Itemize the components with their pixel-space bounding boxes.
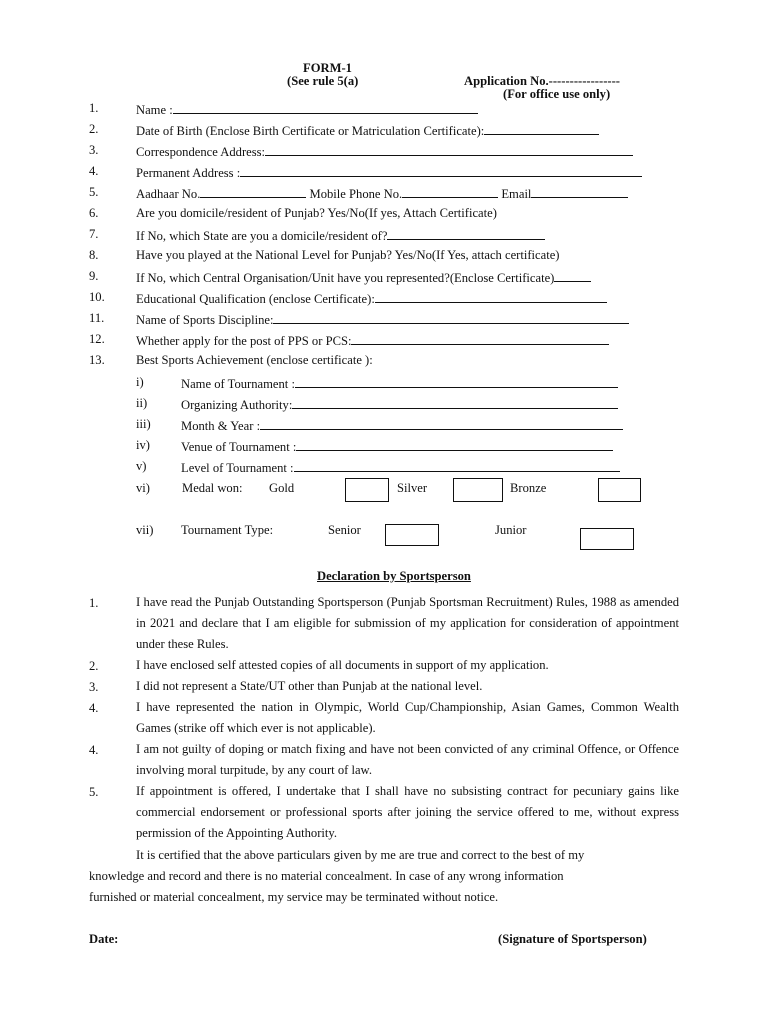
- declaration-item: I did not represent a State/UT other than Punjab at the national level.: [136, 679, 483, 693]
- sports-discipline-line[interactable]: [273, 312, 629, 324]
- central-org-line[interactable]: [554, 270, 591, 282]
- rule-reference: (See rule 5(a): [287, 74, 359, 88]
- declaration-item: I am not guilty of doping or match fixing and have not been convicted of any criminal Offence, or Offence involving moral turpitude, by any court of law.: [136, 742, 679, 777]
- sub-field-number: v): [136, 459, 147, 473]
- dob-input-line[interactable]: [484, 123, 599, 135]
- sub-field-number: vii): [136, 523, 154, 537]
- post-line[interactable]: [351, 333, 609, 345]
- certification-line-1: It is certified that the above particulars given by me are true and correct to the best of my: [136, 848, 585, 862]
- field-label: Name of Tournament :: [181, 377, 295, 391]
- certification-line-2: knowledge and record and there is no material concealment. In case of any wrong information: [89, 869, 564, 883]
- gold-checkbox[interactable]: [345, 478, 389, 502]
- medal-label: Medal won:: [182, 481, 243, 495]
- silver-checkbox[interactable]: [453, 478, 503, 502]
- level-line[interactable]: [294, 460, 620, 472]
- field-number: 4.: [89, 164, 99, 178]
- email-input-line[interactable]: [531, 186, 628, 198]
- form-title: FORM-1: [303, 61, 352, 75]
- aadhaar-input-line[interactable]: [200, 186, 306, 198]
- field-label: Organizing Authority:: [181, 398, 293, 412]
- medal-bronze-label: Bronze: [510, 481, 547, 495]
- declaration-number: 4.: [89, 743, 99, 757]
- name-input-line[interactable]: [173, 102, 478, 114]
- sub-field-organizing-authority: [181, 397, 618, 412]
- field-label: Correspondence Address:: [136, 145, 266, 159]
- month-year-line[interactable]: [260, 418, 623, 430]
- field-number: 11.: [89, 311, 105, 325]
- declaration-number: 5.: [89, 785, 99, 799]
- correspondence-address-line[interactable]: [265, 144, 633, 156]
- field-number: 6.: [89, 206, 99, 220]
- field-label: Date of Birth (Enclose Birth Certificate or Matriculation Certificate):: [136, 124, 485, 138]
- field-post: [136, 333, 609, 348]
- tournament-type-label: Tournament Type:: [181, 523, 274, 537]
- other-state-line[interactable]: [387, 228, 545, 240]
- sub-field-venue: [181, 439, 613, 454]
- venue-line[interactable]: [296, 439, 613, 451]
- sub-field-number: vi): [136, 481, 150, 495]
- field-best-achievement: Best Sports Achievement (enclose certificate ):: [136, 353, 373, 367]
- senior-label: Senior: [328, 523, 361, 537]
- organizing-authority-line[interactable]: [292, 397, 618, 409]
- declaration-item: If appointment is offered, I undertake that I shall have no subsisting contract for pecuniary gains like commercial endorsement or professional sports after joining the service offered to me, without express permission of the Appointing Authority.: [136, 784, 679, 840]
- permanent-address-line[interactable]: [240, 165, 642, 177]
- field-sports-discipline: [136, 312, 629, 327]
- field-label: Level of Tournament :: [181, 461, 294, 475]
- sub-field-number: iii): [136, 417, 151, 431]
- mobile-input-line[interactable]: [402, 186, 498, 198]
- medal-gold-label: Gold: [269, 481, 295, 495]
- education-line[interactable]: [375, 291, 607, 303]
- field-contact: [136, 186, 628, 201]
- field-number: 2.: [89, 122, 99, 136]
- field-number: 8.: [89, 248, 99, 262]
- application-number: Application No.-----------------: [464, 74, 620, 88]
- mobile-label: Mobile Phone No.: [309, 187, 403, 201]
- sub-field-number: i): [136, 375, 144, 389]
- office-use-note: (For office use only): [503, 87, 611, 101]
- field-education: [136, 291, 607, 306]
- bronze-checkbox[interactable]: [598, 478, 641, 502]
- field-label: Educational Qualification (enclose Certificate):: [136, 292, 375, 306]
- field-number: 10.: [89, 290, 105, 304]
- field-label: Name of Sports Discipline:: [136, 313, 274, 327]
- signature-label: (Signature of Sportsperson): [498, 932, 647, 946]
- field-number: 1.: [89, 101, 99, 115]
- field-other-state: [136, 228, 545, 243]
- declaration-number: 3.: [89, 680, 99, 694]
- field-date-of-birth: [136, 123, 599, 138]
- certification-line-3: furnished or material concealment, my service may be terminated without notice.: [89, 890, 499, 904]
- date-label: Date:: [89, 932, 119, 946]
- sub-field-number: ii): [136, 396, 148, 410]
- field-permanent-address: [136, 165, 642, 180]
- field-number: 7.: [89, 227, 99, 241]
- field-label: If No, which State are you a domicile/resident of?: [136, 229, 388, 243]
- field-national-level: Have you played at the National Level for Punjab? Yes/No(If Yes, attach certificate): [136, 248, 560, 262]
- field-number: 3.: [89, 143, 99, 157]
- tournament-name-line[interactable]: [295, 376, 618, 388]
- email-label: Email: [501, 187, 532, 201]
- declaration-number: 2.: [89, 659, 99, 673]
- declaration-item: I have read the Punjab Outstanding Sportsperson (Punjab Sportsman Recruitment) Rules, 1988 as amended in 2021 and declare that I am eligible for submission of my application for consideration of appointment under these Rules.: [136, 595, 679, 651]
- field-number: 12.: [89, 332, 105, 346]
- field-name: [136, 102, 478, 117]
- declaration-number: 1.: [89, 596, 99, 610]
- medal-silver-label: Silver: [397, 481, 428, 495]
- field-domicile-punjab: Are you domicile/resident of Punjab? Yes/No(If yes, Attach Certificate): [136, 206, 497, 220]
- field-label: Whether apply for the post of PPS or PCS:: [136, 334, 352, 348]
- field-label: Venue of Tournament :: [181, 440, 297, 454]
- senior-checkbox[interactable]: [385, 524, 439, 546]
- field-label: Permanent Address :: [136, 166, 241, 180]
- field-number: 5.: [89, 185, 99, 199]
- junior-checkbox[interactable]: [580, 528, 634, 550]
- declaration-heading: Declaration by Sportsperson: [317, 569, 471, 583]
- declaration-item: I have represented the nation in Olympic, World Cup/Championship, Asian Games, Common Wealth Games (strike off which ever is not applicable).: [136, 700, 679, 735]
- junior-label: Junior: [495, 523, 527, 537]
- field-label: If No, which Central Organisation/Unit have you represented?(Enclose Certificate): [136, 271, 555, 285]
- declaration-number: 4.: [89, 701, 99, 715]
- sub-field-level: [181, 460, 620, 475]
- sub-field-number: iv): [136, 438, 150, 452]
- sub-field-month-year: [181, 418, 623, 433]
- field-correspondence-address: [136, 144, 633, 159]
- sub-field-tournament-name: [181, 376, 618, 391]
- field-number: 9.: [89, 269, 99, 283]
- field-label: Month & Year :: [181, 419, 261, 433]
- aadhaar-label: Aadhaar No.: [136, 187, 201, 201]
- field-number: 13.: [89, 353, 105, 367]
- declaration-item: I have enclosed self attested copies of all documents in support of my application.: [136, 658, 549, 672]
- field-label: Name :: [136, 103, 173, 117]
- field-central-organisation: [136, 270, 591, 285]
